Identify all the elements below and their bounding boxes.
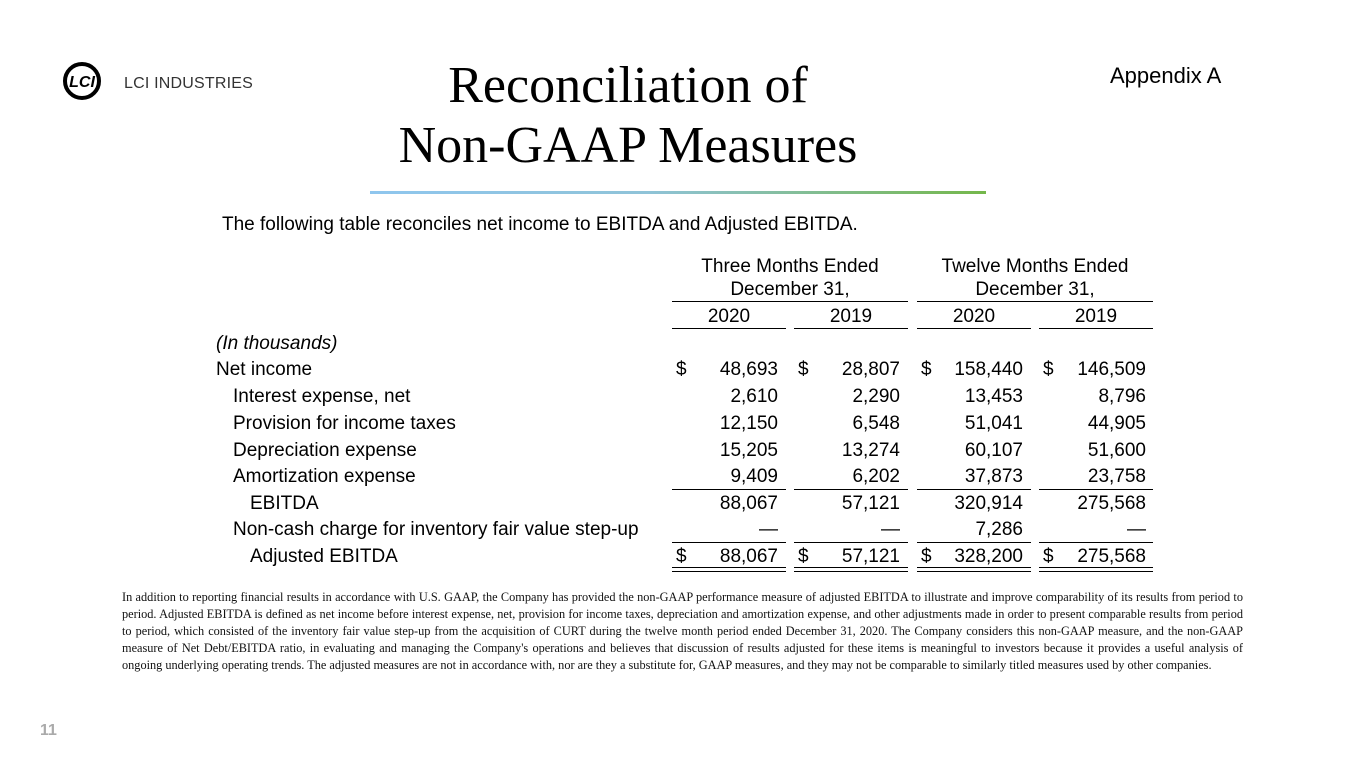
title-line-2: Non-GAAP Measures <box>398 117 858 174</box>
total-double-underline <box>794 567 908 572</box>
row-label-depreciation: Depreciation expense <box>233 440 417 461</box>
cell-value: 23,758 <box>1087 466 1146 487</box>
title-line-1: Reconciliation of <box>448 57 808 114</box>
row-label-ebitda: EBITDA <box>250 493 319 514</box>
year-underline <box>794 328 908 329</box>
cell-value: 9,409 <box>730 466 778 487</box>
group-header-line: December 31, <box>730 279 850 300</box>
cell-value: 48,693 <box>719 359 778 380</box>
cell-value: 7,286 <box>975 519 1023 540</box>
page-number: 11 <box>40 722 57 739</box>
year-header: 2020 <box>707 306 751 327</box>
group-header-three-months <box>672 255 908 301</box>
currency-symbol: $ <box>921 359 932 380</box>
year-underline <box>672 328 786 329</box>
cell-value: 28,807 <box>841 359 900 380</box>
cell-value: 37,873 <box>964 466 1023 487</box>
row-label-interest-expense: Interest expense, net <box>233 386 411 407</box>
group-header-line: Twelve Months Ended <box>941 256 1129 277</box>
cell-value: 57,121 <box>841 493 900 514</box>
subtotal-underline <box>917 542 1031 543</box>
currency-symbol: $ <box>798 546 809 567</box>
subtotal-underline <box>1039 542 1153 543</box>
cell-value: 275,568 <box>1077 546 1146 567</box>
subtotal-underline <box>794 542 908 543</box>
cell-value: 44,905 <box>1087 413 1146 434</box>
group-underline <box>672 301 908 302</box>
row-label-adjusted-ebitda: Adjusted EBITDA <box>250 546 398 567</box>
year-underline <box>1039 328 1153 329</box>
cell-value: — <box>881 519 900 540</box>
total-double-underline <box>917 567 1031 572</box>
row-label-income-taxes: Provision for income taxes <box>233 413 456 434</box>
cell-value: 88,067 <box>719 546 778 567</box>
total-double-underline <box>1039 567 1153 572</box>
year-header: 2019 <box>829 306 873 327</box>
year-underline <box>917 328 1031 329</box>
group-header-line: December 31, <box>975 279 1095 300</box>
cell-value: 6,202 <box>852 466 900 487</box>
cell-value: 13,274 <box>841 440 900 461</box>
row-label-inventory-step-up: Non-cash charge for inventory fair value step-up <box>233 519 639 540</box>
cell-value: 6,548 <box>852 413 900 434</box>
cell-value: 275,568 <box>1077 493 1146 514</box>
cell-value: 158,440 <box>954 359 1023 380</box>
title-divider <box>370 191 986 194</box>
appendix-label: Appendix A <box>1110 63 1222 88</box>
currency-symbol: $ <box>676 359 687 380</box>
total-double-underline <box>672 567 786 572</box>
lci-logo-icon <box>62 61 102 101</box>
cell-value: 8,796 <box>1098 386 1146 407</box>
year-header: 2020 <box>952 306 996 327</box>
cell-value: 51,041 <box>964 413 1023 434</box>
cell-value: 146,509 <box>1077 359 1146 380</box>
cell-value: 57,121 <box>841 546 900 567</box>
cell-value: — <box>759 519 778 540</box>
subtotal-underline <box>672 542 786 543</box>
row-label-net-income: Net income <box>216 359 313 380</box>
cell-value: 88,067 <box>719 493 778 514</box>
cell-value: 13,453 <box>964 386 1023 407</box>
cell-value: 320,914 <box>954 493 1023 514</box>
subtotal-underline <box>672 489 786 490</box>
cell-value: 2,610 <box>730 386 778 407</box>
cell-value: 60,107 <box>964 440 1023 461</box>
currency-symbol: $ <box>1043 546 1054 567</box>
row-label-units: (In thousands) <box>216 333 338 354</box>
group-header-twelve-months <box>917 255 1153 301</box>
page-title <box>320 56 936 176</box>
intro-text: The following table reconciles net income to EBITDA and Adjusted EBITDA. <box>222 214 858 235</box>
currency-symbol: $ <box>921 546 932 567</box>
group-underline <box>917 301 1153 302</box>
group-header-line: Three Months Ended <box>701 256 879 277</box>
brand-name: LCI INDUSTRIES <box>124 75 254 92</box>
cell-value: 12,150 <box>719 413 778 434</box>
currency-symbol: $ <box>1043 359 1054 380</box>
cell-value: 15,205 <box>719 440 778 461</box>
footnote-text: In addition to reporting financial results in accordance with U.S. GAAP, the Company has provided the non-GAAP performance measure of adjusted EBITDA to illustrate and improve comparability of its results from period to period. Adjusted EBITDA is defined as net income before interest expense, net, provision for income taxes, depreciation and amortization expense, and other adjustments made in order to present comparable results from period to period, which consisted of the inventory fair value step-up from the acquisition of CURT during the twelve month period ended December 31, 2020. The Company considers this non-GAAP measure, and the non-GAAP measure of Net Debt/EBITDA ratio, in evaluating and managing the Company's operations and believes that discussion of results adjusted for these items is meaningful to investors because it provides a useful analysis of ongoing underlying operating trends. The adjusted measures are not in accordance with, nor are they a substitute for, GAAP measures, and they may not be comparable to similarly titled measures used by other companies. <box>122 590 1243 672</box>
year-header: 2019 <box>1074 306 1118 327</box>
subtotal-underline <box>917 489 1031 490</box>
subtotal-underline <box>1039 489 1153 490</box>
row-label-amortization: Amortization expense <box>233 466 416 487</box>
cell-value: — <box>1127 519 1146 540</box>
subtotal-underline <box>794 489 908 490</box>
currency-symbol: $ <box>676 546 687 567</box>
currency-symbol: $ <box>798 359 809 380</box>
cell-value: 2,290 <box>852 386 900 407</box>
svg-text:LCI: LCI <box>69 74 95 91</box>
cell-value: 51,600 <box>1087 440 1146 461</box>
cell-value: 328,200 <box>954 546 1023 567</box>
